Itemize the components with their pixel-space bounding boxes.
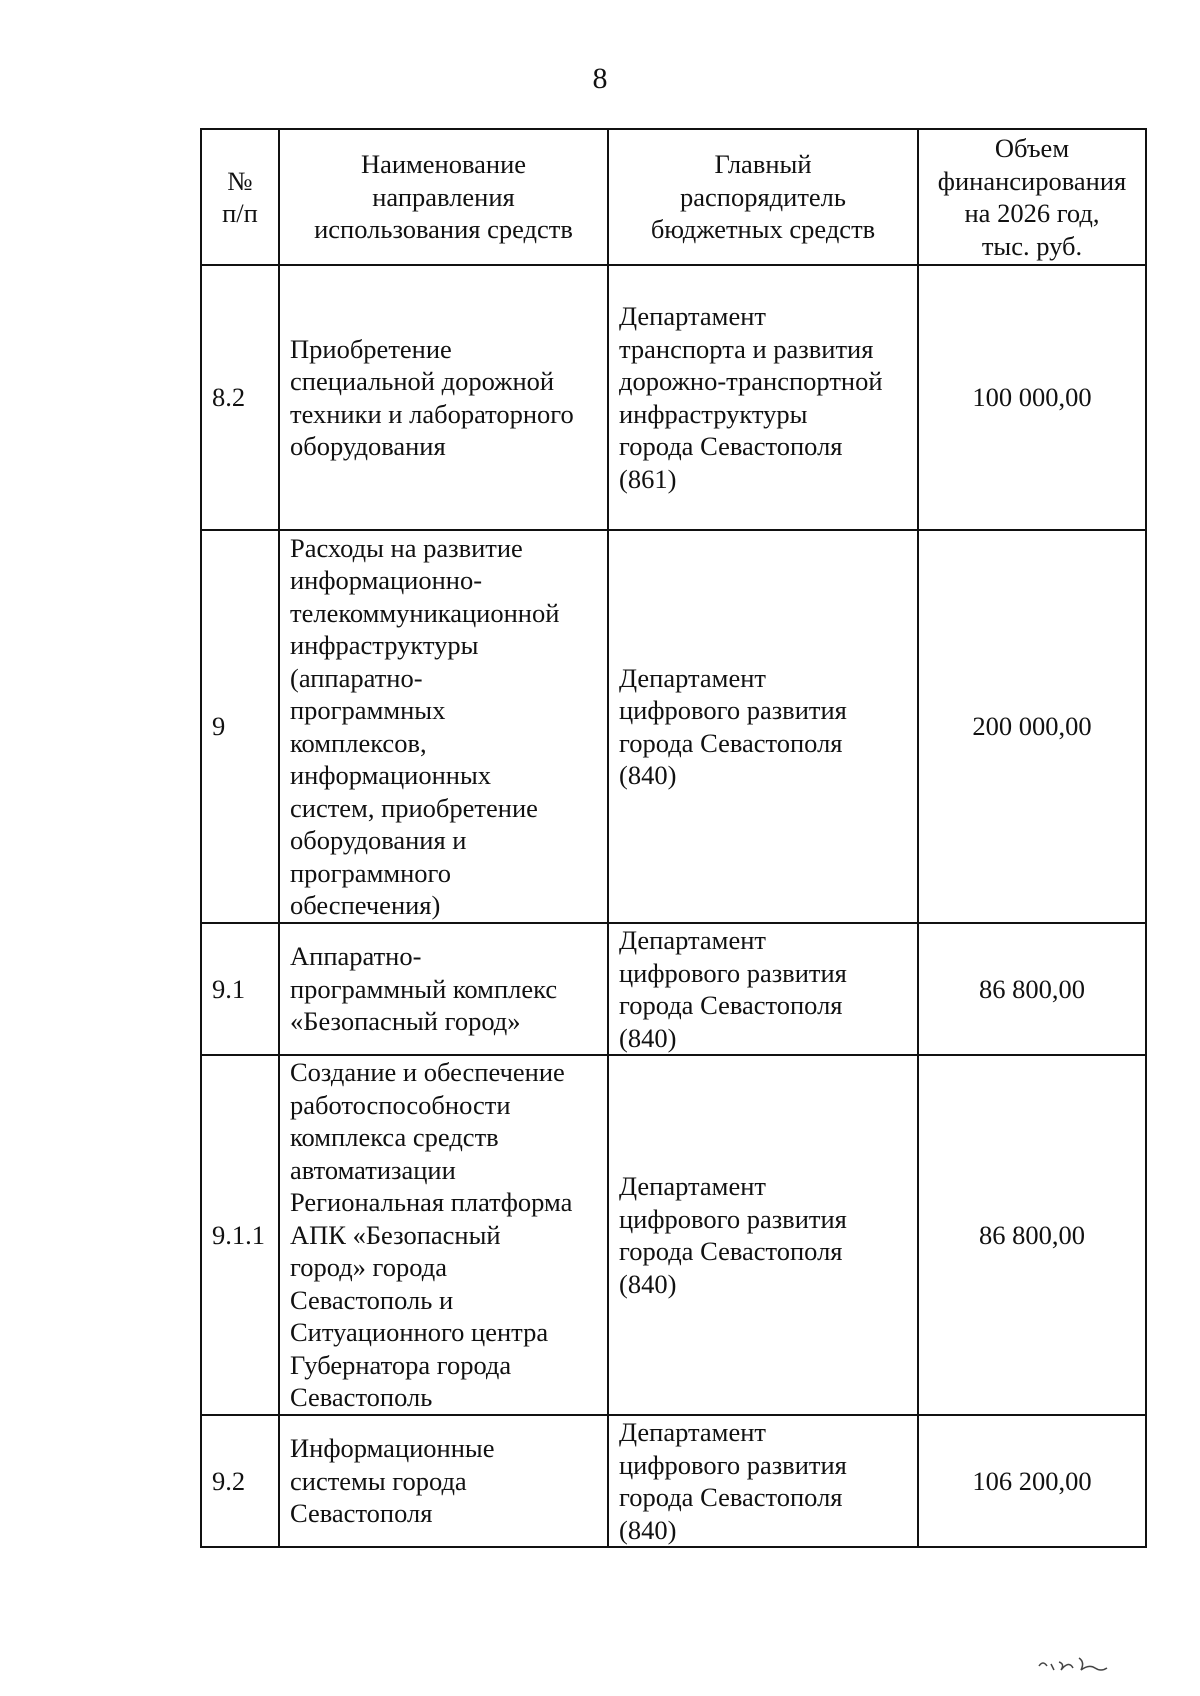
row-amount: 100 000,00 [918,265,1146,530]
row-number: 9.1 [201,923,279,1055]
row-administrator: Департамент цифрового развития города Севастополя (840) [608,530,918,923]
page-number: 8 [592,62,608,95]
row-number: 9.1.1 [201,1055,279,1415]
table-row [201,530,1146,923]
row-number: 9 [201,530,279,923]
table-header-row [201,129,1146,265]
row-direction: Информационные системы города Севастополя [279,1415,608,1547]
row-direction: Приобретение специальной дорожной техники и лабораторного оборудования [279,265,608,530]
table-row [201,1055,1146,1415]
row-direction: Создание и обеспечение работоспособности комплекса средств автоматизации Региональная платформа АПК «Безопасный город» города Севастополь и Ситуационного центра Губернатора города Севастополь [279,1055,608,1415]
row-number: 9.2 [201,1415,279,1547]
row-number: 8.2 [201,265,279,530]
handwritten-initials-mark [1035,1652,1115,1678]
header-number: № п/п [201,129,279,265]
row-amount: 106 200,00 [918,1415,1146,1547]
table-row [201,265,1146,530]
row-direction: Аппаратно- программный комплекс «Безопасный город» [279,923,608,1055]
row-direction: Расходы на развитие информационно- телекоммуникационной инфраструктуры (аппаратно- программных комплексов, информационных систем, приобретение оборудования и программного обеспечения) [279,530,608,923]
row-amount: 86 800,00 [918,923,1146,1055]
row-administrator: Департамент транспорта и развития дорожно-транспортной инфраструктуры города Севастополя (861) [608,265,918,530]
table-row [201,1415,1146,1547]
row-amount: 200 000,00 [918,530,1146,923]
header-direction: Наименование направления использования средств [279,129,608,265]
row-amount: 86 800,00 [918,1055,1146,1415]
budget-table [200,128,1147,1548]
row-administrator: Департамент цифрового развития города Севастополя (840) [608,1415,918,1547]
row-administrator: Департамент цифрового развития города Севастополя (840) [608,1055,918,1415]
header-administrator: Главный распорядитель бюджетных средств [608,129,918,265]
table-row [201,923,1146,1055]
header-amount: Объем финансирования на 2026 год, тыс. руб. [918,129,1146,265]
row-administrator: Департамент цифрового развития города Севастополя (840) [608,923,918,1055]
